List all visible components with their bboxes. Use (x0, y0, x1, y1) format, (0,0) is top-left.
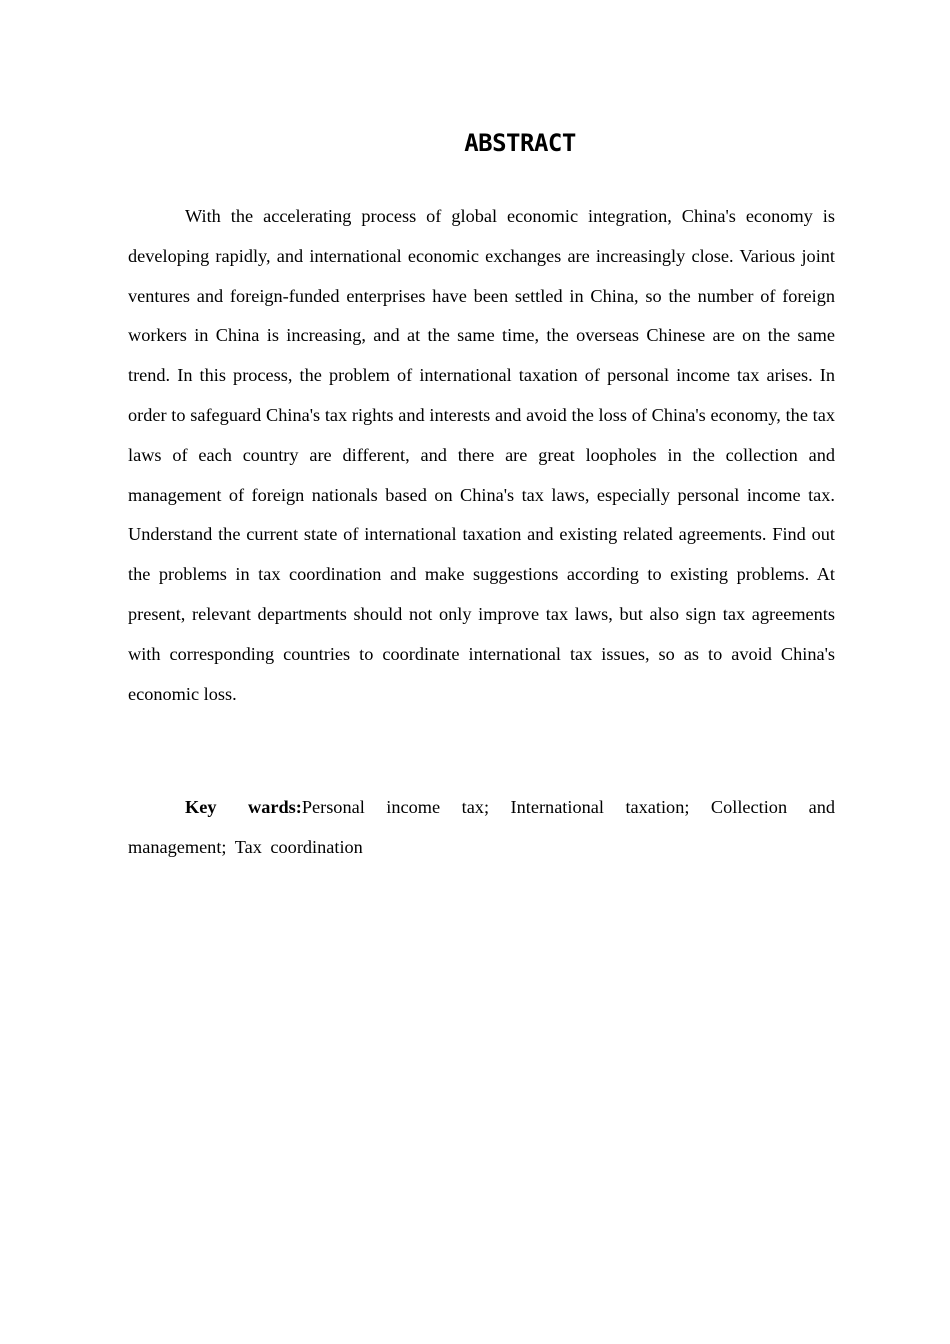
keywords-label: Key wards: (185, 797, 302, 817)
abstract-paragraph: With the accelerating process of global economic integration, China's economy is developing rapidly, and international economic exchanges are increasingly close. Various joint ventures and foreign-funded enterprises have been settled in China, so the number of foreign workers in China is increasing, and at the same time, the overseas Chinese are on the same trend. In this process, the problem of international taxation of personal income tax arises. In order to safeguard China's tax rights and interests and avoid the loss of China's economy, the tax laws of each country are different, and there are great loopholes in the collection and management of foreign nationals based on China's tax laws, especially personal income tax. Understand the current state of international taxation and existing related agreements. Find out the problems in tax coordination and make suggestions according to existing problems. At present, relevant departments should not only improve tax laws, but also sign tax agreements with corresponding countries to coordinate international tax issues, so as to avoid China's economic loss. (128, 206, 835, 704)
keywords-paragraph (128, 788, 835, 868)
keywords-text: Personal income tax; International taxation; Collection and management; Tax coordination (128, 797, 835, 857)
abstract-title: ABSTRACT (464, 129, 576, 157)
